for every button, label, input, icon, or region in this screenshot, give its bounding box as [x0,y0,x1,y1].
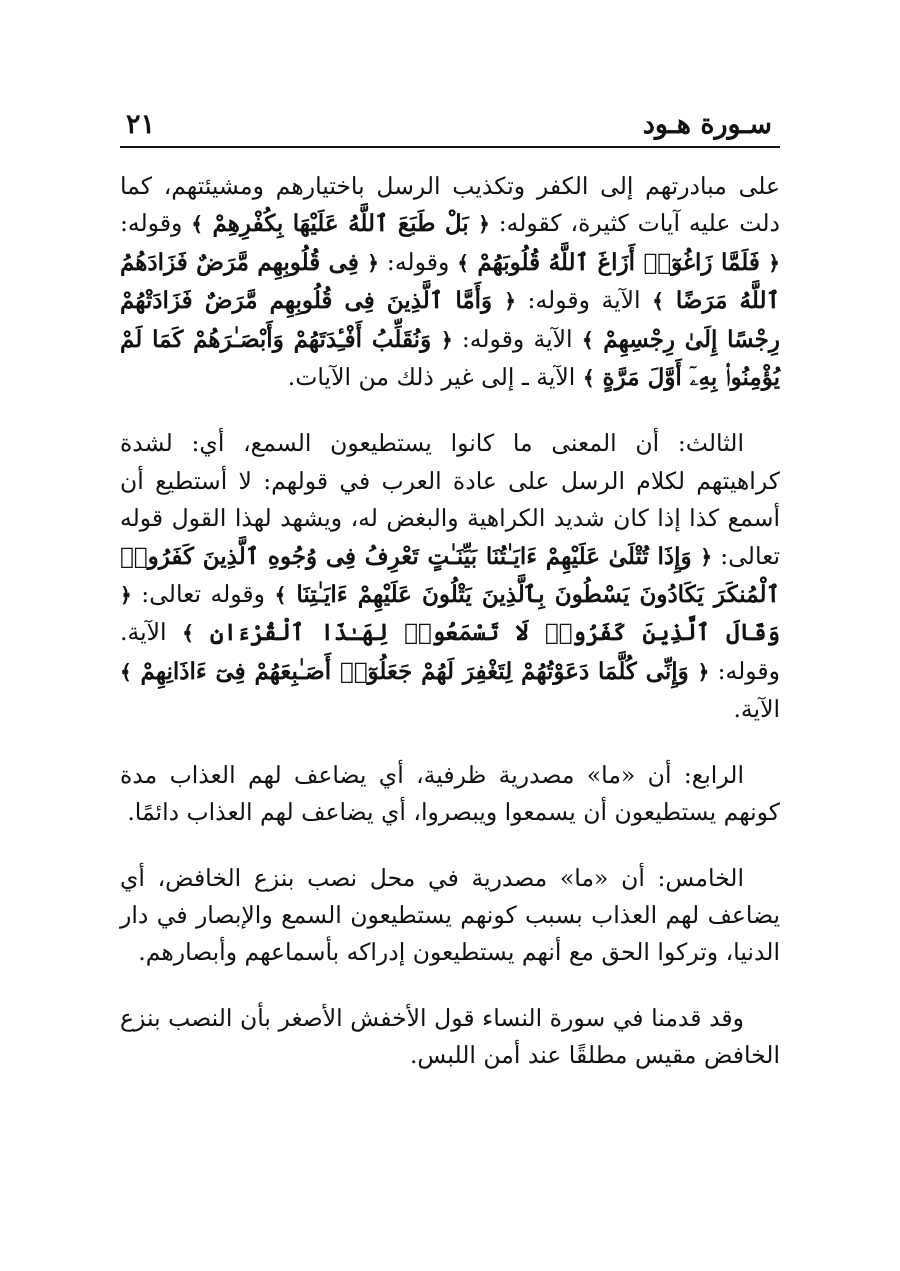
ornate-bracket: ﴾ [191,212,204,237]
ornate-bracket: ﴿ [504,289,516,314]
ornate-bracket: ﴾ [581,327,594,352]
prose-text: الآية وقوله: [515,286,653,315]
quran-verse: وَنُقَلِّبُ أَفْـِٔدَتَهُمْ وَأَبْصَـٰرَهُمْ كَمَا لَمْ يُؤْمِنُوا۟ بِهِۦٓ أَوَّلَ مَرَّةٍ [120,325,780,392]
quran-verse: فَلَمَّا زَاغُوٓا۟ أَزَاغَ ٱللَّهُ قُلُوبَهُمْ [468,248,769,276]
prose-text: الآية وقوله: [452,324,582,353]
surah-title: سـورة هـود [642,109,772,140]
ornate-bracket: ﴿ [120,583,132,608]
ornate-bracket: ﴿ [367,250,379,275]
ornate-bracket: ﴿ [697,659,710,684]
prose-text: الثالث: أن المعنى ما كانوا يستطيعون السمع، أي: لشدة كراهيتهم لكلام الرسل على عادة العرب في قولهم: لا أستطيع أن أسمع كذا إذا كان شديد الكراهية والبغض له، ويشهد لهذا القول قوله تعالى: [120,429,780,570]
prose-text: الخامس: أن «ما» مصدرية في محل نصب بنزع الخافض، أي يضاعف لهم العذاب بسبب كونهم يستطيعون السمع والإبصار في دار الدنيا، وتركوا الحق مع أنهم يستطيعون إدراكه بأسماعهم وأبصارهم. [120,863,780,967]
ornate-bracket: ﴾ [182,621,194,646]
prose-text: الآية ـ إلى غير ذلك من الآيات. [287,363,583,392]
prose-text: وقد قدمنا في سورة النساء قول الأخفش الأصغر بأن النصب بنزع الخافض مقيس مطلقًا عند أمن اللبس. [120,1003,780,1070]
ornate-bracket: ﴿ [440,327,453,352]
paragraph-third-view [120,425,780,728]
ornate-bracket: ﴾ [652,289,664,314]
prose-text: وقوله: [379,247,458,276]
paragraph-fourth-view [120,757,780,832]
ornate-bracket: ﴿ [478,212,490,237]
paragraph-verses [120,168,780,397]
page-header [120,100,780,148]
prose-text: الآية. وقوله: [120,618,780,685]
quran-verse: فِى قُلُوبِهِم مَّرَضٌ فَزَادَهُمُ ٱللَّهُ مَرَضًا [120,248,780,315]
book-page [120,100,780,1103]
prose-text: وقوله تعالى: [131,580,275,609]
prose-text: الآية. [733,695,780,724]
ornate-bracket: ﴿ [700,544,713,569]
ornate-bracket: ﴾ [120,659,132,684]
ornate-bracket: ﴾ [274,583,287,608]
paragraph-fifth-view [120,860,780,972]
quran-verse: بَلْ طَبَعَ ٱللَّهُ عَلَيْهَا بِكُفْرِهِمْ [203,210,479,238]
ornate-bracket: ﴾ [582,366,595,391]
quran-verse: وَإِنِّى كُلَّمَا دَعَوْتُهُمْ لِتَغْفِرَ لَهُمْ جَعَلُوٓا۟ أَصَـٰبِعَهُمْ فِىٓ ءَاذَانِهِمْ [131,657,698,685]
prose-text: الرابع: أن «ما» مصدرية ظرفية، أي يضاعف لهم العذاب مدة كونهم يستطيعون أن يسمعوا ويبصروا، أي يضاعف لهم العذاب دائمًا. [120,760,780,827]
quran-verse: وَإِذَا تُتْلَىٰ عَلَيْهِمْ ءَايَـٰتُنَا بَيِّنَـٰتٍ تَعْرِفُ فِى وُجُوهِ ٱلَّذِينَ كَفَرُوا۟ ٱلْمُنكَرَ يَكَادُونَ يَسْطُونَ بِٱلَّذِينَ يَتْلُونَ عَلَيْهِمْ ءَايَـٰتِنَا [120,542,781,609]
paragraph-akhfash-note [120,1000,780,1075]
prose-text: وقوله: [120,209,192,238]
ornate-bracket: ﴿ [768,250,781,275]
body-text [120,168,780,1075]
page-number: ٢١ [126,109,156,140]
quran-verse: وَأَمَّا ٱلَّذِينَ فِى قُلُوبِهِم مَّرَضٌ فَزَادَتْهُمْ رِجْسًا إِلَىٰ رِجْسِهِمْ [120,287,780,353]
prose-text: على مبادرتهم إلى الكفر وتكذيب الرسل باختيارهم ومشيئتهم، كما دلت عليه آيات كثيرة، كقوله: [120,172,780,238]
ornate-bracket: ﴾ [457,250,469,275]
quran-verse: وَقَالَ ٱلَّذِينَ كَفَرُوا۟ لَا تَسْمَعُوا۟ لِهَـٰذَا ٱلْقُرْءَانِ [193,619,780,647]
